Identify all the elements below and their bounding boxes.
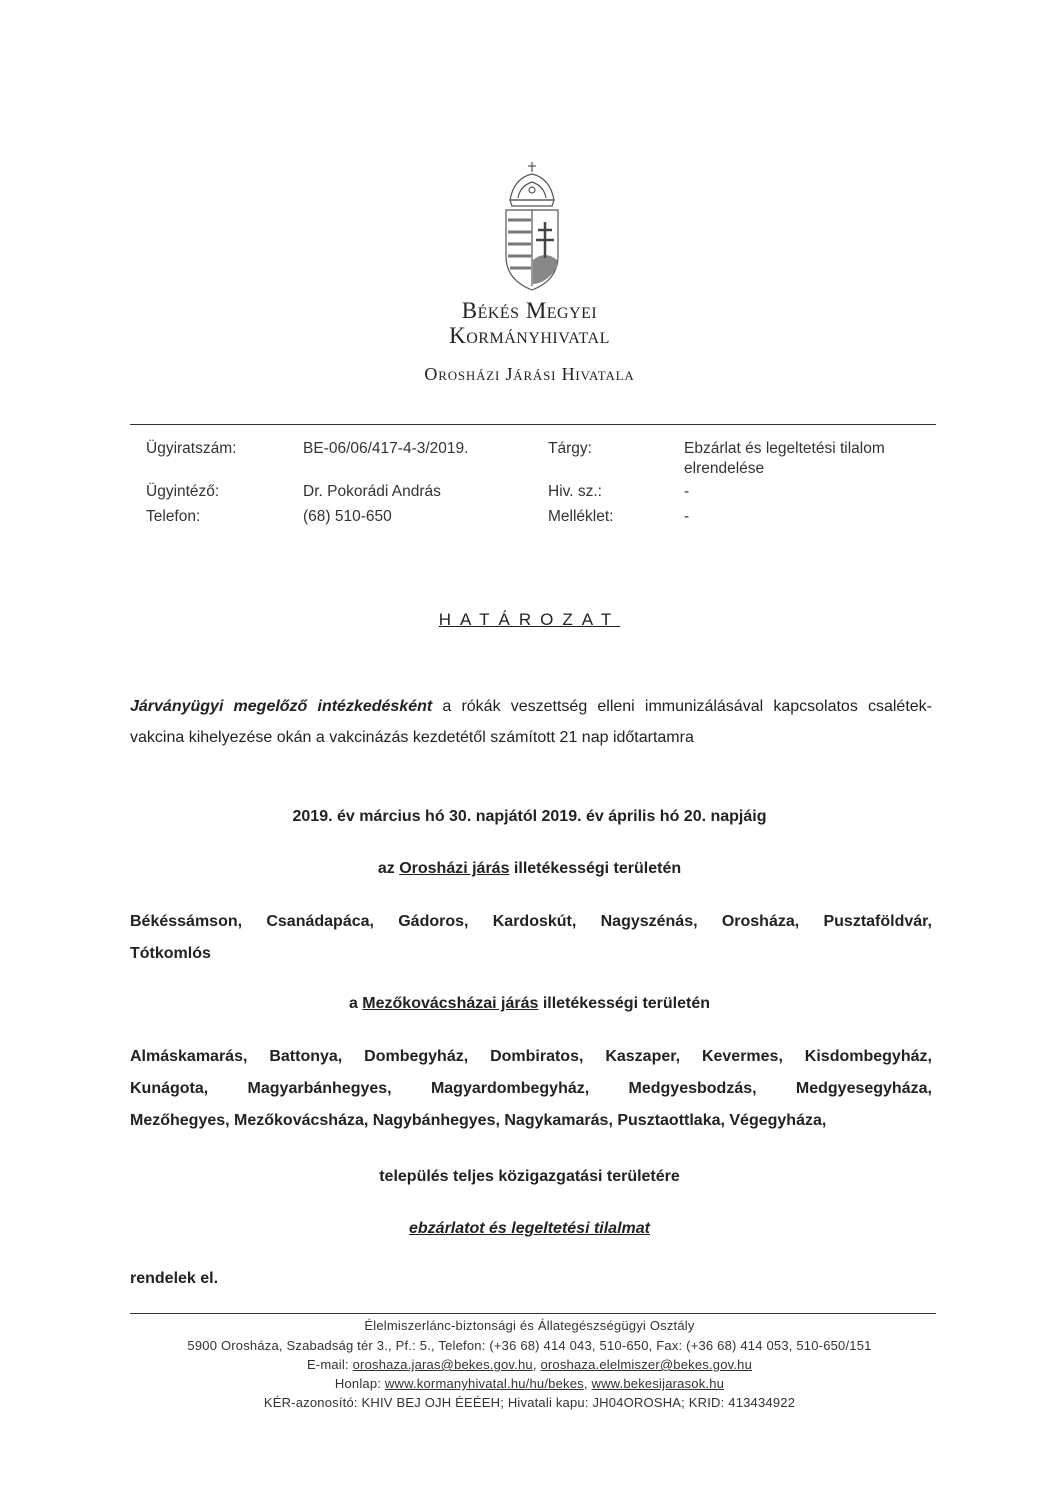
settlement-name: Csanádapáca, [266, 913, 374, 930]
district2-settlements-line1 [130, 1041, 932, 1073]
settlement-name: Dombiratos, [490, 1048, 584, 1065]
intro-emphasis: Járványügyi megelőző intézkedésként [130, 698, 433, 715]
web-link-kormanyhivatal[interactable]: www.kormanyhivatal.hu/hu/bekes [384, 1376, 584, 1391]
footer-email-label: E-mail: [306, 1357, 353, 1372]
settlement-name: Nagybánhegyes, [372, 1112, 505, 1129]
settlement-name: Battonya, [269, 1048, 343, 1065]
footer-email-line [0, 1357, 1059, 1372]
settlement-name: Nagykamarás, [504, 1112, 618, 1129]
footer-department: Élelmiszerlánc-biztonsági és Állategészségügyi Osztály [364, 1318, 695, 1333]
settlement-name: Pusztaföldvár, [823, 913, 932, 930]
settlement-name: Végegyháza, [729, 1112, 827, 1129]
case-number-label: Ügyiratszám: [146, 440, 237, 457]
district1-settlements [130, 906, 932, 970]
district2-settlements [130, 1041, 932, 1137]
org-name-line1: Békés Megyei [461, 298, 598, 323]
settlement-name: Orosháza, [721, 913, 800, 930]
settlement-name: Kevermes, [701, 1048, 783, 1065]
settlement-name: Dombegyház, [364, 1048, 469, 1065]
settlement-name: Magyarbánhegyes, [247, 1080, 392, 1097]
attachment-label: Melléklet: [548, 508, 614, 525]
subject-value-line2: elrendelése [684, 460, 765, 477]
district1-heading [0, 860, 1059, 878]
settlement-name: Gádoros, [398, 913, 469, 930]
settlement-name: Kisdombegyház, [804, 1048, 932, 1065]
header-divider [130, 424, 936, 425]
settlement-name: Almáskamarás, [130, 1048, 248, 1065]
intro-paragraph [130, 691, 932, 753]
footer-web-label: Honlap: [334, 1376, 385, 1391]
hungarian-coat-of-arms-icon [500, 160, 564, 292]
district2-settlements-line2 [130, 1073, 932, 1105]
settlement-name: Mezőkovácsháza, [234, 1112, 373, 1129]
scope-line: település teljes közigazgatási területére [379, 1168, 680, 1185]
settlement-name: Medgyesegyháza, [795, 1080, 932, 1097]
district2-heading [0, 995, 1059, 1013]
district1-prefix: az [377, 860, 400, 877]
settlement-name: Magyardombegyház, [430, 1080, 590, 1097]
settlement-name: Pusztaottlaka, [617, 1112, 730, 1129]
order-line [0, 1220, 1059, 1238]
district2-settlements-line3 [130, 1105, 932, 1137]
intro-rest: a rókák veszettség elleni immunizálásával kapcsolatos csalétek-vakcina kihelyezése okán a vakcinázás kezdetétől számított 21 nap időtartamra [130, 698, 933, 746]
email-link-elelmiszer[interactable]: oroshaza.elelmiszer@bekes.gov.hu [540, 1357, 753, 1372]
footer-divider [130, 1313, 936, 1314]
period-line: 2019. év március hó 30. napjától 2019. év április hó 20. napjáig [292, 808, 767, 825]
settlement-name: Nagyszénás, [600, 913, 698, 930]
district1-name: Orosházi járás [399, 860, 510, 877]
footer-sep: , [583, 1376, 592, 1391]
district1-suffix: illetékességi területén [509, 860, 682, 877]
district2-suffix: illetékességi területén [538, 995, 711, 1012]
phone-value: (68) 510-650 [303, 508, 392, 525]
document-title: HATÁROZAT [438, 610, 621, 629]
footer-identifiers: KÉR-azonosító: KHIV BEJ OJH ÉEÉEH; Hivatali kapu: JH04OROSHA; KRID: 413434922 [263, 1395, 796, 1410]
settlement-name: Medgyesbodzás, [628, 1080, 757, 1097]
phone-label: Telefon: [146, 508, 201, 525]
subject-label: Tárgy: [548, 440, 592, 457]
attachment-value: - [684, 508, 690, 525]
settlement-name: Kardoskút, [492, 913, 577, 930]
district2-prefix: a [348, 995, 363, 1012]
officer-value: Dr. Pokorádi András [303, 483, 441, 500]
district1-settlements-line2: Tótkomlós [130, 945, 211, 962]
closing-line: rendelek el. [130, 1270, 219, 1287]
footer-address: 5900 Orosháza, Szabadság tér 3., Pf.: 5., Telefon: (+36 68) 414 043, 510-650, Fax: (+36 68) 414 053, 510-650/151 [187, 1338, 872, 1353]
office-name: Orosházi Járási Hivatala [424, 364, 635, 384]
reference-value: - [684, 483, 690, 500]
reference-label: Hiv. sz.: [548, 483, 602, 500]
district2-name: Mezőkovácsházai járás [362, 995, 539, 1012]
settlement-name: Mezőhegyes, [130, 1112, 235, 1129]
settlement-name: Kunágota, [130, 1080, 209, 1097]
order-text: ebzárlatot és legeltetési tilalmat [409, 1220, 650, 1237]
subject-value-line1: Ebzárlat és legeltetési tilalom [684, 440, 885, 457]
settlement-name: Békéssámson, [130, 913, 243, 930]
footer-web-line [0, 1376, 1059, 1391]
district1-settlements-line1 [130, 906, 932, 938]
officer-label: Ügyintéző: [146, 483, 220, 500]
email-link-jaras[interactable]: oroshaza.jaras@bekes.gov.hu [352, 1357, 533, 1372]
footer-sep: , [532, 1357, 541, 1372]
org-name-line2: Kormányhivatal [449, 323, 610, 348]
web-link-bekesijarasok[interactable]: www.bekesijarasok.hu [591, 1376, 725, 1391]
case-number-value: BE-06/06/417-4-3/2019. [303, 440, 469, 457]
settlement-name: Kaszaper, [605, 1048, 681, 1065]
